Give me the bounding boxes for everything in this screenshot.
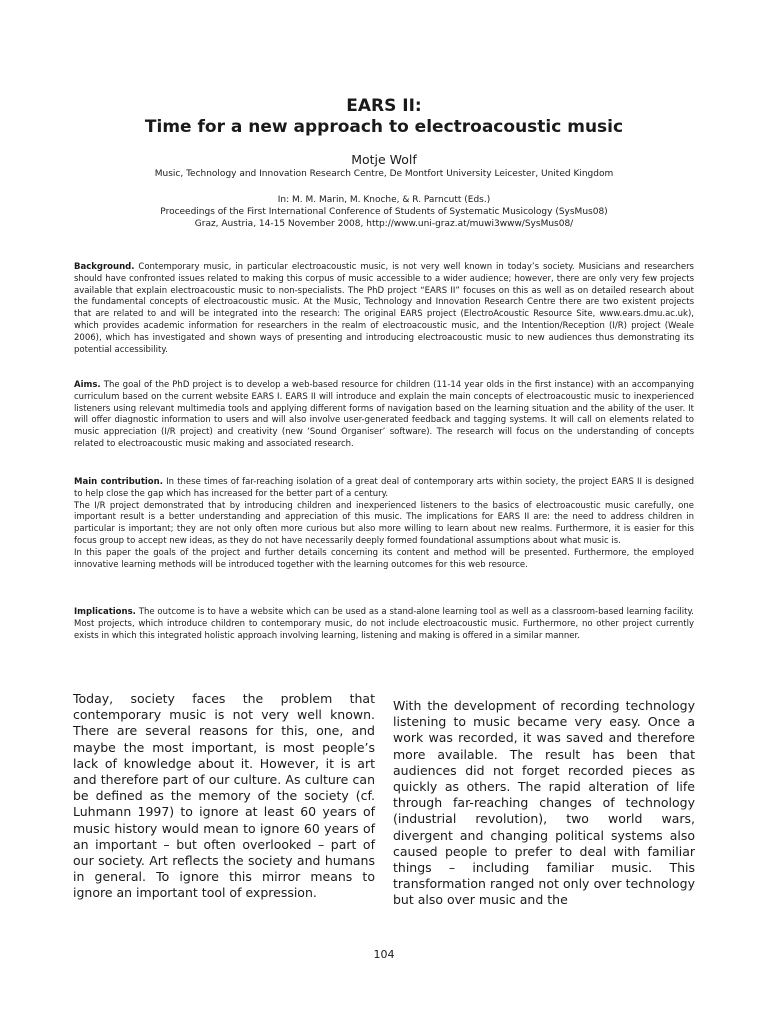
right-column-text: With the development of recording technology listening to music became very easy. Once a work was recorded, it was saved and therefore more available. The result has been that audiences did not forget recorded pieces as quickly as others. The rapid alteration of life through far-reaching changes of technology (industrial revolution), two world wars, divergent and changing political systems also caused people to prefer to deal with familiar things – including familiar music. This transformation ranged not only over technology but also over music and the [393,698,695,908]
paper-title [0,96,768,138]
background-label: Background. [74,262,135,272]
main-contribution-text: In these times of far-reaching isolation of a great deal of contemporary arts within society, the project EARS II is designed to help close the gap which has increased for the better part of a century. [74,477,695,499]
abstract-main-contribution [74,477,694,571]
aims-label: Aims. [74,380,101,390]
proceedings-info [0,194,768,230]
body-right-column [393,698,695,909]
proceedings-editors: In: M. M. Marin, M. Knoche, & R. Parncutt (Eds.) [277,195,491,205]
abstract-implications [74,607,694,642]
author-affiliation: Music, Technology and Innovation Research Centre, De Montfort University Leicester, United Kingdom [154,169,614,179]
implications-label: Implications. [74,607,136,617]
main-contribution-para3: In this paper the goals of the project and further details concerning its content and method will be presented. Furthermore, the employed innovative learning methods will be introduced together with the learning outcomes for this web resource. [74,547,694,570]
left-column-text: Today, society faces the problem that contemporary music is not very well known. There are several reasons for this, one, and maybe the most important, is most people’s lack of knowledge about it. However, it is art and therefore part of our culture. As culture can be defined as the memory of the society (cf. Luhmann 1997) to ignore at least 60 years of music history would mean to ignore 60 years of an important – but often overlooked – part of our society. Art reflects the society and humans in general. To ignore this mirror means to ignore an important tool of expression. [73,691,375,901]
page-number: 104 [373,948,395,961]
title-line-2: Time for a new approach to electroacoustic music [144,117,624,137]
abstract-background [74,262,694,356]
proceedings-conference: Proceedings of the First International Conference of Students of Systematic Musicology (SysMus08) [160,207,608,217]
main-contribution-label: Main contribution. [74,477,163,487]
main-contribution-para2: The I/R project demonstrated that by introducing children and inexperienced listeners to the basics of electroacoustic music carefully, one important result is a better understanding and appreciation of this music. The implications for EARS II are: the need to address children in particular is important; they are not only often more curious but also more willing to learn about new realms. Furthermore, it is easier for this focus group to accept new ideas, as they do not have necessarily deeply formed foundational assumptions about what music is. [74,500,694,546]
body-left-column [73,691,375,902]
implications-text: The outcome is to have a website which can be used as a stand-alone learning tool as well as a classroom-based learning facility. Most projects, which introduce children to contemporary music, do not include electroacoustic music. Furthermore, no other project currently exists in which this integrated holistic approach involving learning, listening and making is offered in a similar manner. [74,607,694,641]
aims-text: The goal of the PhD project is to develop a web-based resource for children (11-14 year olds in the first instance) with an accompanying curriculum based on the current website EARS I. EARS II will introduce and explain the main concepts of electroacoustic music to inexperienced listeners using relevant multimedia tools and applying different forms of navigation based on the learning situation and the ability of the user. It will offer diagnostic information to users and will also involve user-generated feedback and tagging systems. It will call on elements related to music appreciation (I/R project) and creativity (new ‘Sound Organiser’ software). The research will focus on the understanding of concepts related to electroacoustic music making and associated research. [74,380,694,449]
background-text: Contemporary music, in particular electroacoustic music, is not very well known in today’s society. Musicians and researchers should have confronted issues related to making this corpus of music accessible to a wider audience; however, there are only very few projects available that explain electroacoustic music to non-specialists. The PhD project “EARS II” focuses on this as well as on detailed research about the fundamental concepts of electroacoustic music. At the Music, Technology and Innovation Research Centre there are two existent projects that are related to and will be integrated into the research: The original EARS project (ElectroAcoustic Resource Site, www.ears.dmu.ac.uk), which provides academic information for researchers in the realm of electroacoustic music, and the Intention/Reception (I/R) project (Weale 2006), which has investigated and shown ways of presenting and introducing electroacoustic music to new audiences thus demonstrating its potential accessibility. [74,262,694,355]
proceedings-location: Graz, Austria, 14-15 November 2008, http://www.uni-graz.at/muwi3www/SysMus08/ [194,219,574,229]
abstract-aims [74,380,694,451]
title-line-1: EARS II: [346,96,422,116]
author-name: Motje Wolf [351,152,417,167]
